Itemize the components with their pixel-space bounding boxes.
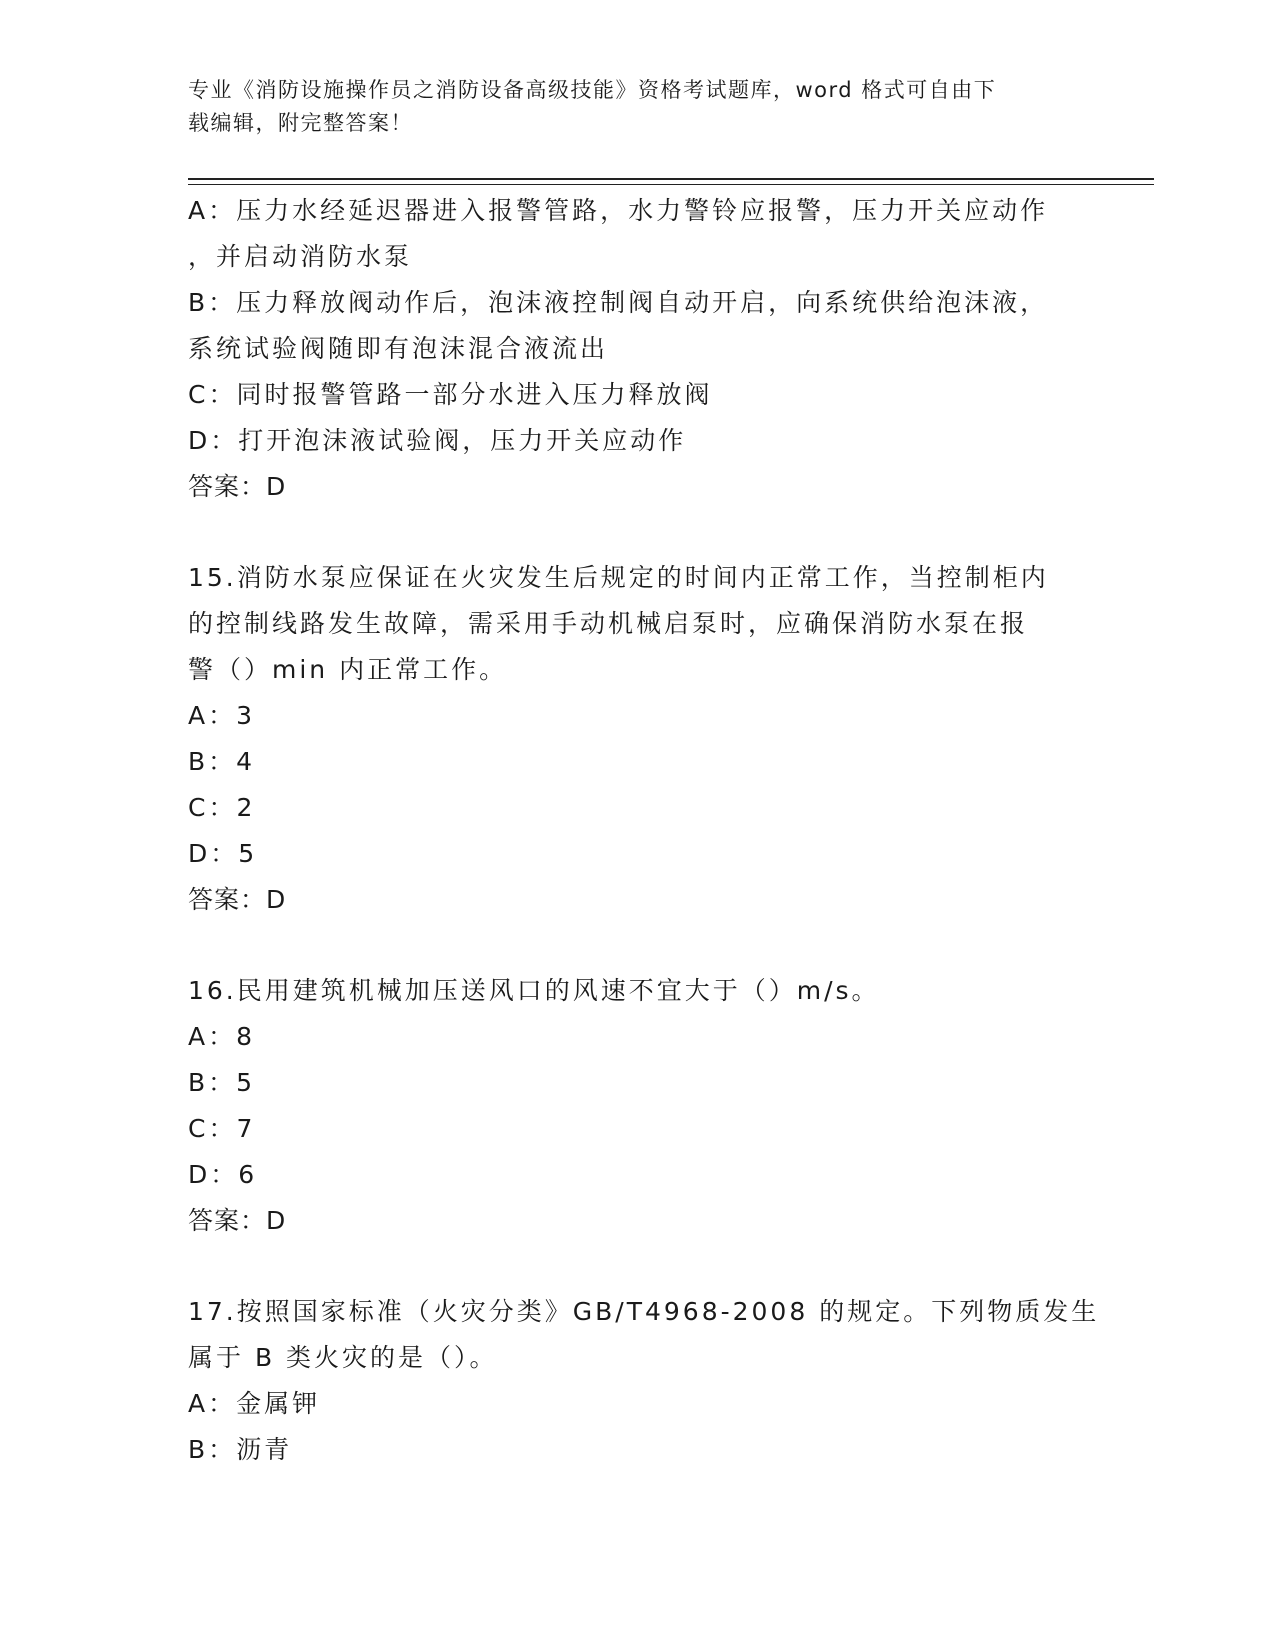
document-header [188, 74, 1088, 140]
option-c: C：同时报警管路一部分水进入压力释放阀 [188, 380, 713, 409]
option-a-line-1: A：压力水经延迟器进入报警管路，水力警铃应报警，压力开关应动作 [188, 196, 1049, 225]
option-b-line-2: 系统试验阀随即有泡沫混合液流出 [188, 334, 609, 363]
header-rule-thin [188, 184, 1154, 185]
option-a: A：金属钾 [188, 1389, 321, 1418]
spacer [188, 1244, 1088, 1289]
option-b: B：4 [188, 747, 256, 776]
question-stem-line-1: 15.消防水泵应保证在火灾发生后规定的时间内正常工作，当控制柜内 [188, 563, 1049, 592]
option-c: C：7 [188, 1114, 256, 1143]
header-line-2: 载编辑，附完整答案！ [188, 111, 413, 135]
header-line-1: 专业《消防设施操作员之消防设备高级技能》资格考试题库，word 格式可自由下 [188, 78, 997, 102]
question-17 [188, 1289, 1100, 1473]
question-14-tail [188, 188, 1088, 510]
option-b-line-1: B：压力释放阀动作后，泡沫液控制阀自动开启，向系统供给泡沫液， [188, 288, 1049, 317]
question-stem-line-2: 属于 B 类火灾的是（）。 [188, 1343, 498, 1372]
option-a: A：8 [188, 1022, 256, 1051]
question-stem-line-1: 17.按照国家标准（火灾分类》GB/T4968-2008 的规定。下列物质发生 [188, 1297, 1100, 1326]
option-d: D：5 [188, 839, 258, 868]
question-stem-line-3: 警（）min 内正常工作。 [188, 655, 508, 684]
option-c: C：2 [188, 793, 256, 822]
spacer [188, 923, 1088, 968]
question-stem-line-2: 的控制线路发生故障，需采用手动机械启泵时，应确保消防水泵在报 [188, 609, 1029, 638]
option-b: B：沥青 [188, 1435, 293, 1464]
question-15 [188, 555, 1088, 923]
question-16 [188, 968, 1088, 1244]
answer: 答案：D [188, 472, 287, 501]
question-list [188, 188, 1100, 1473]
question-stem-line-1: 16.民用建筑机械加压送风口的风速不宜大于（）m/s。 [188, 976, 880, 1005]
answer: 答案：D [188, 885, 287, 914]
option-d: D：打开泡沫液试验阀，压力开关应动作 [188, 426, 687, 455]
option-a: A：3 [188, 701, 256, 730]
spacer [188, 510, 1088, 555]
answer: 答案：D [188, 1206, 287, 1235]
option-b: B：5 [188, 1068, 256, 1097]
header-rule-thick [188, 178, 1154, 180]
option-a-line-2: ，并启动消防水泵 [188, 242, 413, 271]
option-d: D：6 [188, 1160, 258, 1189]
